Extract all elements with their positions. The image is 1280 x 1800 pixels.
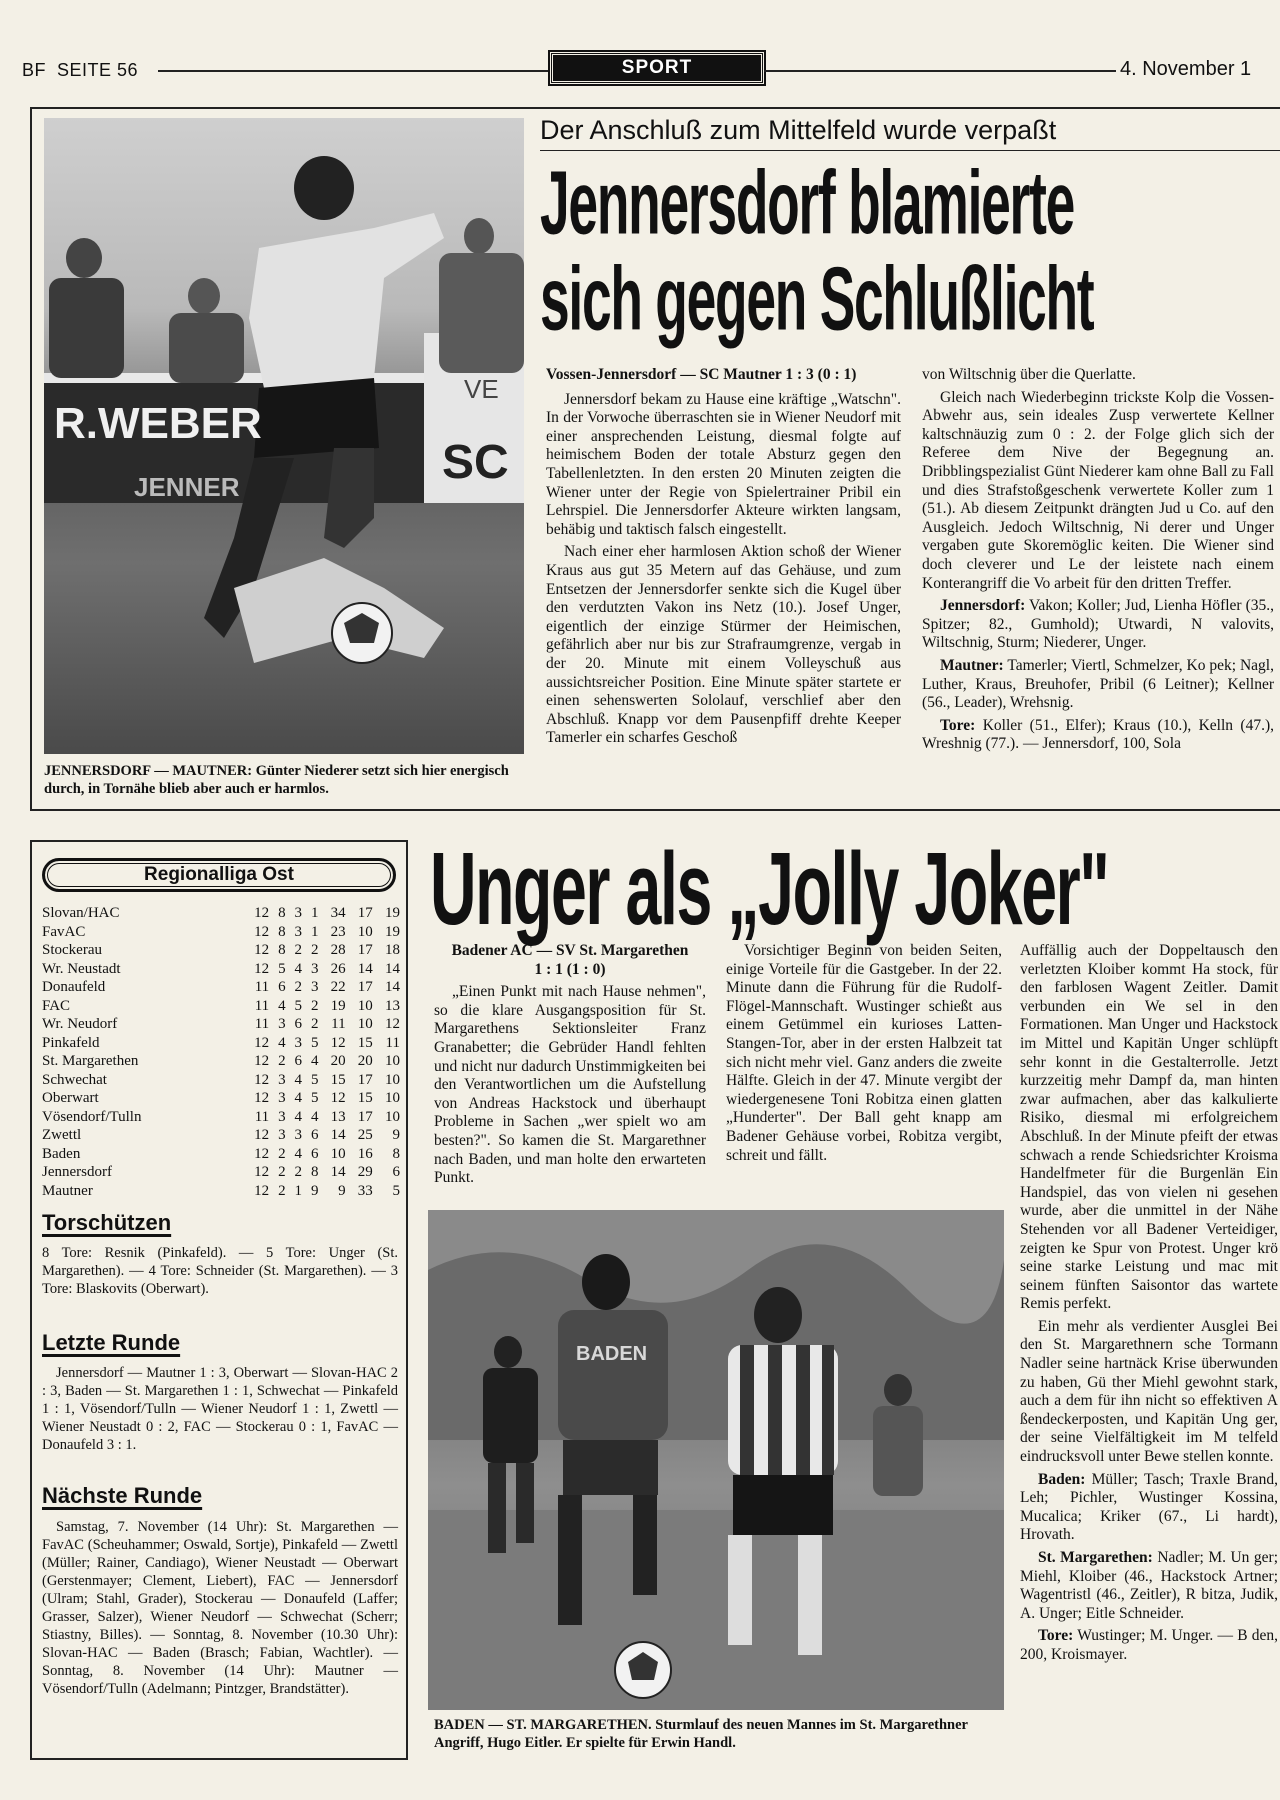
photo2-caption-bold: BADEN — ST. MARGARETHEN. <box>434 1717 652 1733</box>
league-stat-cell: 6 <box>310 1127 319 1143</box>
league-stat-cell: 10 <box>357 1016 373 1032</box>
photo2-caption-text: Sturmlauf des neuen Mannes im St. Margarethner Angriff, Hugo Eitler. Er spielte für Erwin Handl. <box>434 1717 968 1751</box>
article1-col1 <box>546 366 901 796</box>
article2-headline-wrap <box>430 838 1280 948</box>
league-stat-cell: 10 <box>385 1071 400 1088</box>
photo1-illustration <box>44 118 524 754</box>
article2-tore: Wustinger; M. Unger. — B den, 200, Kroismayer. <box>1020 1627 1278 1663</box>
league-stat-cell: 2 <box>294 942 303 958</box>
league-stat-cell: 34 <box>330 905 346 921</box>
league-team-name: Vösendorf/Tulln <box>42 1108 142 1125</box>
league-stat-cell: 10 <box>385 1090 400 1106</box>
league-stat-cell: 6 <box>310 1145 319 1162</box>
league-stat-cell: 1 <box>294 1182 303 1199</box>
league-table-row <box>40 978 402 997</box>
header-rule-left <box>158 70 550 72</box>
league-team-name: Wr. Neustadt <box>42 960 121 977</box>
league-stat-cell: 14 <box>385 960 400 977</box>
kicker-rule <box>540 150 1280 151</box>
league-stat-cell: 17 <box>357 979 373 995</box>
league-stat-cell: 4 <box>310 1053 319 1069</box>
lineup-stm-label: St. Margarethen: <box>1038 1549 1153 1566</box>
league-team-name: Stockerau <box>42 942 102 958</box>
league-stat-cell: 6 <box>294 1016 303 1032</box>
next-round-heading: Nächste Runde <box>42 1483 203 1508</box>
league-stat-cell: 12 <box>254 960 270 977</box>
lineup-baden-label: Baden: <box>1038 1470 1086 1488</box>
lineup-mautner-label: Mautner: <box>940 656 1004 674</box>
league-table-row <box>40 1182 402 1201</box>
league-stat-cell: 8 <box>310 1164 319 1180</box>
article2-match-line1: Badener AC — SV St. Margarethen <box>451 942 689 959</box>
league-stat-cell: 15 <box>357 1034 373 1051</box>
article1-col2 <box>922 366 1274 796</box>
league-team-name: Slovan/HAC <box>42 905 120 921</box>
league-stat-cell: 23 <box>330 923 346 940</box>
last-round-text: Jennersdorf — Mautner 1 : 3, Oberwart — Slovan-HAC 2 : 3, Baden — St. Margarethen 1 : 1, Schwechat — Pinkafeld 1 : 1, Vösendorf/Tulln — Wiener Neudorf 1 : 1, Zwettl — Wiener Neustadt 0 : 2, FAC — Stockerau 0 : 1, FavAC — Donaufeld 3 : 1. <box>42 1365 398 1453</box>
league-stat-cell: 12 <box>330 1034 346 1051</box>
league-stat-cell: 19 <box>330 997 346 1014</box>
league-table-row <box>40 1145 402 1164</box>
article1-col1-p1: Jennersdorf bekam zu Hause eine kräftige „Watschn". In der Vorwoche überraschten sie in Wiener Neudorf mit einer ansprechenden Leistung, diesmal folgte auf heimischem Boden der totale Absturz gegen den Tabellenletzten. In den ersten 20 Minuten zeigten die Wiener unter der Regie von Spielertrainer Pribil ein Lehrspiel. Die Jennersdorfer Akteure wirkten langsam, behäbig und taktisch falsch eingestellt. <box>546 390 901 538</box>
league-stat-cell: 12 <box>254 923 270 940</box>
lineup-jennersdorf: Vakon; Koller; Jud, Lienha Höfler (35., Spitzer; 82., Gumhold); Utwardi, N valovits, Wiltschnig, Sturm; Niederer, Unger. <box>922 597 1274 652</box>
article1-col2-p2: Gleich nach Wiederbeginn trickste Kolp die Vossen-Abwehr aus, sein ideales Zusp verwertete Kellner kaltschnäuzig zum 0 : 2. der Folge glich sich der Referee dem Nive der Begegnung an. Dribblingspezialist Günt Niederer kam ohne Ball zu Fall und dies Strafstoßgeschenk verwertete Koller zum 1 (51.). Ab diesem Zeitpunkt drängten Jud u Co. auf den Ausgleich. Jedoch Wiltschnig, Ni derer und Unger vergaben gute Skoremöglic keiten. Die Wiener sind doch cleverer und Le der leistete nach einem Konterangriff die Vo arbeit für den dritten Treffer. <box>922 388 1274 592</box>
league-stat-cell: 4 <box>278 1034 286 1051</box>
league-stat-cell: 17 <box>357 942 373 958</box>
league-stat-cell: 17 <box>357 905 373 921</box>
article2-col2-text: Vorsichtiger Beginn von beiden Seiten, einige Vorteile für die Gastgeber. In der 22. Minute dann die Führung für die Rudolf-Flögel-Mannschaft. Wustinger schießt aus einem Getümmel ein kurioses Latten-Stangen-Tor, aber in der ersten Halbzeit tat sich nicht mehr viel. Ganz anders die zweite Hälfte. Gleich in der 47. Minute vergibt der wiedergenesene Toni Robitza einen glatten „Hunderter". Der Ball geht knapp am Badener Gehäuse vorbei, Robitza vergibt, schreit und fällt. <box>726 942 1002 1164</box>
league-stat-cell: 22 <box>330 979 346 995</box>
league-stat-cell: 4 <box>294 1145 303 1162</box>
league-team-name: FavAC <box>42 923 86 940</box>
headline-line2: sich gegen Schlußlicht <box>540 248 1094 350</box>
league-stat-cell: 12 <box>254 1090 270 1106</box>
league-stat-cell: 3 <box>278 1071 286 1088</box>
league-stat-cell: 11 <box>385 1034 400 1051</box>
league-stat-cell: 10 <box>330 1145 346 1162</box>
league-title: Regionalliga Ost <box>144 864 294 885</box>
photo2-illustration <box>428 1210 1004 1710</box>
league-stat-cell: 12 <box>254 1182 270 1199</box>
league-stat-cell: 18 <box>385 942 400 958</box>
league-stat-cell: 12 <box>254 1071 270 1088</box>
photo-jennersdorf-mautner <box>44 118 524 754</box>
league-stat-cell: 15 <box>330 1071 346 1088</box>
photo1-sign-sc: SC <box>442 436 509 489</box>
league-stat-cell: 5 <box>310 1034 319 1051</box>
league-stat-cell: 6 <box>392 1164 400 1180</box>
league-stat-cell: 20 <box>357 1053 373 1069</box>
league-stat-cell: 11 <box>254 1016 270 1032</box>
striped-jersey <box>728 1345 838 1475</box>
league-stat-cell: 3 <box>294 905 303 921</box>
league-title-badge <box>42 858 396 892</box>
lineup-stm: Nadler; M. Un ger; Miehl, Kloiber (46., Hackstock Artner; Wagentristl (46., Zeitler), R bitza, Judik, A. Unger; Eitle Schneider. <box>1020 1549 1278 1622</box>
league-stat-cell: 3 <box>294 923 303 940</box>
league-stat-cell: 4 <box>294 1090 303 1106</box>
page-label: BF SEITE 56 <box>22 60 139 80</box>
league-stat-cell: 12 <box>330 1090 346 1106</box>
league-team-name: Pinkafeld <box>42 1034 100 1051</box>
last-round-heading: Letzte Runde <box>42 1330 181 1355</box>
next-round-text: Samstag, 7. November (14 Uhr): St. Margarethen — FavAC (Scheuhammer; Oswald, Sortje), Pinkafeld — Zwettl (Müller; Rainer, Candiago), Wiener Neustadt — Oberwart (Gerstenmayer; Clement, Liebert), FAC — Jennersdorf (Ulram; Stahl, Grader), Stockerau — Donaufeld (Laffer; Grasser, Salzer), Wiener Neudorf — Schwechat (Scherr; Stiastny, Billes). — Sonntag, 8. November (10.30 Uhr): Slovan-HAC — Baden (Brasch; Fabian, Wachtler). — Sonntag, 8. November (14 Uhr): Mautner — Vösendorf/Tulln (Adelmann; Pintzger, Brandstätter). <box>42 1519 398 1697</box>
article1-tore: Koller (51., Elfer); Kraus (10.), Kelln (47.), Wreshnig (77.). — Jennersdorf, 100, Sola <box>922 716 1274 753</box>
league-stat-cell: 2 <box>278 1053 286 1069</box>
article1-col1-p2: Nach einer eher harmlosen Aktion schoß der Wiener Kraus aus gut 35 Metern auf das Gehäuse, und zum Entsetzen der Jennersdorfer senkte sich die Kugel über den verdutzten Vakon ins Netz (10.). Josef Unger, eigentlich der einzige Stürmer der Heimischen, gefährlich aber nur bis zur Strafraumgrenze, vergab in der 20. Minute mit einem Volleyschuß aus aussichtsreicher Position. Eine Minute später startete er einen sehenswerten Sololauf, verschlief aber den Abschluß. Knapp vor dem Pausenpfiff drehte Keeper Tamerler ein scharfes Geschoß <box>546 543 901 747</box>
league-stat-cell: 2 <box>310 1016 319 1032</box>
league-stat-cell: 12 <box>254 905 270 921</box>
league-stat-cell: 16 <box>357 1145 373 1162</box>
article1-headline <box>540 158 1280 358</box>
league-stat-cell: 4 <box>294 1071 303 1088</box>
header-rule-right <box>764 70 1116 72</box>
article1-match-line: Vossen-Jennersdorf — SC Mautner 1 : 3 (0 : 1) <box>546 366 857 383</box>
article2-col1 <box>434 942 706 1202</box>
league-stat-cell: 6 <box>294 1053 303 1069</box>
league-stat-cell: 2 <box>278 1182 286 1199</box>
league-stat-cell: 5 <box>294 997 303 1014</box>
photo1-caption-bold: JENNERSDORF — MAUTNER: <box>44 763 253 779</box>
league-stat-cell: 2 <box>310 997 319 1014</box>
league-stat-cell: 4 <box>294 1108 303 1125</box>
league-team-name: Schwechat <box>42 1071 107 1088</box>
league-table-row <box>40 904 402 923</box>
league-stat-cell: 4 <box>310 1108 319 1125</box>
league-stat-cell: 25 <box>357 1127 373 1143</box>
league-stat-cell: 2 <box>294 979 303 995</box>
article1-tore-label: Tore: <box>940 716 976 734</box>
lineup-baden: Müller; Tasch; Traxle Brand, Leh; Pichler, Wustinger Kossina, Mucalica; Kriker (67., Li hardt), Hrovath. <box>1020 1470 1278 1544</box>
league-stat-cell: 2 <box>310 942 319 958</box>
league-stat-cell: 14 <box>330 1127 346 1143</box>
lineup-jennersdorf-label: Jennersdorf: <box>940 597 1026 615</box>
league-stat-cell: 3 <box>278 1127 286 1143</box>
league-stat-cell: 12 <box>254 1053 270 1069</box>
league-team-name: FAC <box>42 997 71 1014</box>
page-date: 4. November 1 <box>1120 58 1252 80</box>
league-team-name: Donaufeld <box>42 979 106 995</box>
league-team-name: Mautner <box>42 1182 93 1199</box>
league-stat-cell: 8 <box>278 942 286 958</box>
league-team-name: St. Margarethen <box>42 1053 139 1069</box>
photo1-caption-text: Günter Niederer setzt sich hier energisch durch, in Tornähe blieb aber auch er harmlos. <box>44 763 509 797</box>
league-table-row <box>40 1015 402 1034</box>
league-stat-cell: 11 <box>331 1016 346 1032</box>
league-stat-cell: 2 <box>294 1164 303 1180</box>
league-stat-cell: 5 <box>310 1071 319 1088</box>
league-stat-cell: 10 <box>357 923 373 940</box>
article2-match-line2: 1 : 1 (1 : 0) <box>534 960 606 978</box>
scorers-heading: Torschützen <box>42 1210 172 1235</box>
article2-col3-p2: Ein mehr als verdienter Ausglei Bei den St. Margarethnern sche Tormann Nadler seine hartnäck Krise überwunden zu haben, Gü ther Miehl gewohnt stark, auch a dem für ihn nicht so effektiven A ßendeckerposten, und Kapitän Ung ger, der seine Vielfältigkeit im M telfeld eindrucksvoll unter Bewe stellen konnte. <box>1020 1317 1278 1466</box>
league-table-row <box>40 1071 402 1090</box>
photo1-caption <box>44 762 534 798</box>
league-stat-cell: 15 <box>357 1090 373 1106</box>
league-team-name: Oberwart <box>42 1090 99 1106</box>
photo2-caption <box>434 1716 1004 1752</box>
league-stat-cell: 1 <box>310 923 319 940</box>
league-stat-cell: 11 <box>254 979 270 995</box>
league-stat-cell: 9 <box>392 1127 400 1143</box>
league-stat-cell: 4 <box>294 960 303 977</box>
league-stat-cell: 26 <box>330 960 346 977</box>
league-table-row <box>40 1052 402 1071</box>
league-stat-cell: 3 <box>310 960 319 977</box>
league-stat-cell: 14 <box>357 960 373 977</box>
league-stat-cell: 2 <box>278 1164 286 1180</box>
league-stat-cell: 3 <box>294 1127 303 1143</box>
league-stat-cell: 10 <box>357 997 373 1014</box>
article2-col2 <box>726 942 1002 1202</box>
league-stat-cell: 10 <box>385 1108 400 1125</box>
league-stat-cell: 8 <box>278 923 286 940</box>
league-stat-cell: 9 <box>310 1182 319 1199</box>
league-table-row <box>40 997 402 1016</box>
photo-baden-stmargarethen <box>428 1210 1004 1710</box>
league-stat-cell: 19 <box>385 923 400 940</box>
league-table-row <box>40 1163 402 1182</box>
league-stat-cell: 14 <box>330 1164 346 1180</box>
league-stat-cell: 13 <box>385 997 400 1014</box>
league-stat-cell: 33 <box>357 1182 373 1199</box>
league-stat-cell: 12 <box>385 1016 400 1032</box>
article2-tore-label: Tore: <box>1038 1627 1074 1645</box>
league-stat-cell: 5 <box>392 1182 400 1199</box>
league-stat-cell: 5 <box>278 960 286 977</box>
league-stat-cell: 13 <box>330 1108 346 1125</box>
league-stat-cell: 3 <box>278 1090 286 1106</box>
league-table <box>40 904 402 1200</box>
league-table-row <box>40 960 402 979</box>
article2-col3-p1: Auffällig auch der Doppeltausch den verletzten Kloiber kommt Ha stock, für den farblosen Wagent Zeitler. Damit verbunden ein We sel in den Formationen. Man Unger und Hackstock im Mittel und Kapitän Unger schlüpft sehr konnt in die Gestalterrolle. Jetzt kurzzeitig mehr Dampf da, man hinten zwar aufmachen, aber das kalkulierte Risiko, diesmal mi erfolgreichem Abschluß. In der Minute pfeift der etwas schwach a rende Schiedsrichter Kroisma Handelfmeter für die Burgenlän Ein Handspiel, das von vielen ni gesehen wurde, aber die unmittel in der Nähe Stehenden vor all Badener Verteidiger, zeigten ke Spur von Protest. Unger krö seine starke Leistung und mac mit seinem fünften Saisontor das wartete Remis perfekt. <box>1020 942 1278 1313</box>
league-stat-cell: 6 <box>278 979 286 995</box>
photo1-sign-jenner: JENNER <box>134 472 240 502</box>
league-stat-cell: 20 <box>330 1053 346 1069</box>
league-team-name: Wr. Neudorf <box>42 1016 118 1032</box>
article1-kicker: Der Anschluß zum Mittelfeld wurde verpaßt <box>540 115 1057 145</box>
league-stat-cell: 11 <box>254 997 270 1014</box>
photo1-sign-ve: VE <box>464 374 499 404</box>
league-stat-cell: 11 <box>254 1108 270 1125</box>
league-stat-cell: 4 <box>278 997 286 1014</box>
league-stat-cell: 29 <box>357 1164 373 1180</box>
scorers-text: 8 Tore: Resnik (Pinkafeld). — 5 Tore: Unger (St. Margarethen). — 4 Tore: Schneider (St. Margarethen). — 3 Tore: Blaskovits (Oberwart). <box>42 1245 398 1297</box>
article2-col1-text: „Einen Punkt mit nach Hause nehmen", so die klare Ausgangsposition für St. Margarethens Sektionsleiter Franz Granabetter; die Gebrüder Handl fehlten und nicht nur dadurch Unstimmigkeiten bei den Verantwortlichen um die Aufstellung von Andreas Hackstock und überhaupt Probleme in Sachen „wer spielt wo am besten?". So kamen die St. Margarethner nach Baden, und man holte den erwarteten Punkt. <box>434 983 706 1187</box>
article1-col2-p1: von Wiltschnig über die Querlatte. <box>922 366 1136 383</box>
photo1-sign-weber: R.WEBER <box>54 399 262 448</box>
league-table-row <box>40 923 402 942</box>
league-stat-cell: 9 <box>338 1182 346 1199</box>
lineup-mautner: Tamerler; Viertl, Schmelzer, Ko pek; Nagl, Luther, Kraus, Breuhofer, Pribil (6 Leitner); Kellner (56., Leader), Wrehsnig. <box>922 656 1274 712</box>
league-stat-cell: 8 <box>392 1145 400 1162</box>
league-stat-cell: 12 <box>254 1034 270 1051</box>
league-stat-cell: 12 <box>254 1164 270 1180</box>
league-stat-cell: 12 <box>254 942 270 958</box>
league-table-row <box>40 1089 402 1108</box>
league-stat-cell: 17 <box>357 1071 373 1088</box>
article2-headline: Unger als „Jolly Joker" <box>430 838 1109 947</box>
league-stat-cell: 3 <box>310 979 319 995</box>
league-stat-cell: 12 <box>254 1127 270 1143</box>
league-stat-cell: 3 <box>294 1034 303 1051</box>
article2-col3 <box>1020 942 1278 1752</box>
league-team-name: Baden <box>42 1145 81 1162</box>
league-stat-cell: 10 <box>385 1053 400 1069</box>
league-table-row <box>40 1108 402 1127</box>
league-stat-cell: 28 <box>330 942 346 958</box>
league-stat-cell: 8 <box>278 905 286 921</box>
league-stat-cell: 5 <box>310 1090 319 1106</box>
league-team-name: Jennersdorf <box>42 1164 112 1180</box>
league-stat-cell: 1 <box>310 905 319 921</box>
headline-line1: Jennersdorf blamierte <box>540 158 1075 254</box>
league-stat-cell: 14 <box>385 979 400 995</box>
league-table-row <box>40 1126 402 1145</box>
league-stat-cell: 3 <box>278 1016 286 1032</box>
section-badge <box>550 52 764 84</box>
league-stat-cell: 12 <box>254 1145 270 1162</box>
league-table-row <box>40 1034 402 1053</box>
league-stat-cell: 19 <box>385 905 400 921</box>
photo2-jersey-text: BADEN <box>576 1343 648 1365</box>
league-stat-cell: 2 <box>278 1145 286 1162</box>
league-stat-cell: 3 <box>278 1108 286 1125</box>
league-stat-cell: 17 <box>357 1108 373 1125</box>
league-team-name: Zwettl <box>42 1127 82 1143</box>
league-table-row <box>40 941 402 960</box>
section-label: SPORT <box>621 57 693 78</box>
